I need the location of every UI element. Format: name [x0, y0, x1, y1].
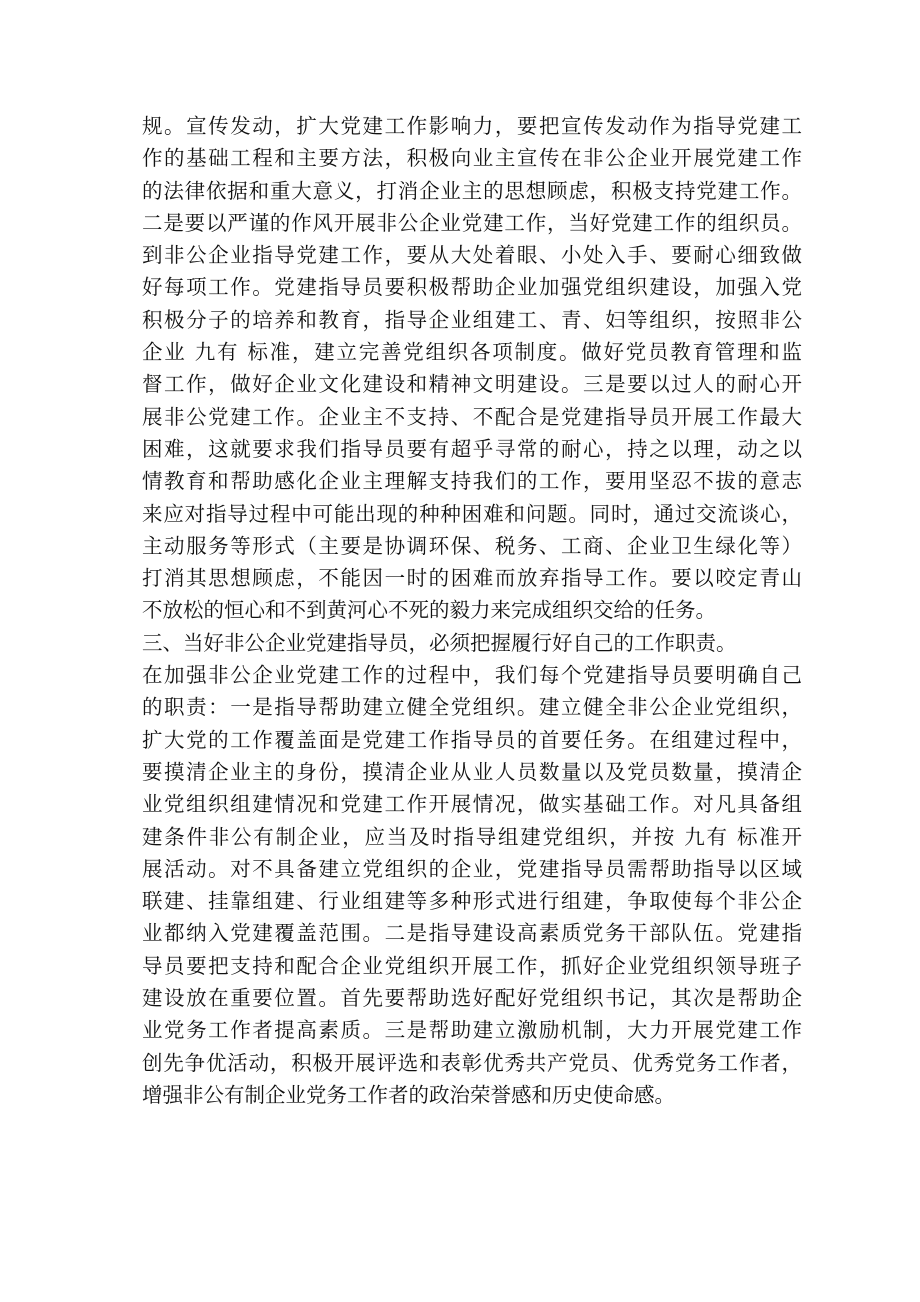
- section-heading: 三、当好非公企业党建指导员，必须把握履行好自己的工作职责。: [142, 630, 737, 655]
- text-line: 扩大党的工作覆盖面是党建工作指导员的首要任务。在组建过程中，: [142, 727, 802, 752]
- text-line: 建条件非公有制企业，应当及时指导组建党组织，并按 九有 标准开: [142, 824, 802, 849]
- text-line: 业党务工作者提高素质。三是帮助建立激励机制，大力开展党建工作: [142, 1018, 802, 1043]
- text-line: 不放松的恒心和不到黄河心不死的毅力来完成组织交给的任务。: [142, 598, 716, 623]
- text-line: 情教育和帮助感化企业主理解支持我们的工作，要用坚忍不拔的意志: [142, 469, 802, 494]
- text-line: 作的基础工程和主要方法，积极向业主宣传在非公企业开展党建工作: [142, 146, 802, 171]
- text-line: 展非公党建工作。企业主不支持、不配合是党建指导员开展工作最大: [142, 404, 802, 429]
- text-line: 好每项工作。党建指导员要积极帮助企业加强党组织建设，加强入党: [142, 275, 802, 300]
- text-line: 联建、挂靠组建、行业组建等多种形式进行组建，争取使每个非公企: [142, 889, 802, 914]
- text-line: 要摸清企业主的身份，摸清企业从业人员数量以及党员数量，摸清企: [142, 759, 802, 784]
- text-line: 到非公企业指导党建工作，要从大处着眼、小处入手、要耐心细致做: [142, 243, 802, 268]
- text-line: 主动服务等形式（主要是协调环保、税务、工商、企业卫生绿化等）: [142, 533, 802, 558]
- text-line: 打消其思想顾虑，不能因一时的困难而放弃指导工作。要以咬定青山: [142, 566, 802, 591]
- body-text: [142, 110, 802, 1111]
- text-line: 企业 九有 标准，建立完善党组织各项制度。做好党员教育管理和监: [142, 340, 802, 365]
- text-line: 业党组织组建情况和党建工作开展情况，做实基础工作。对凡具备组: [142, 792, 802, 817]
- text-line: 规。宣传发动，扩大党建工作影响力，要把宣传发动作为指导党建工: [142, 114, 802, 138]
- text-line: 建设放在重要位置。首先要帮助选好配好党组织书记，其次是帮助企: [142, 986, 802, 1011]
- text-line: 督工作，做好企业文化建设和精神文明建设。三是要以过人的耐心开: [142, 372, 802, 397]
- text-line: 二是要以严谨的作风开展非公企业党建工作，当好党建工作的组织员。: [142, 210, 802, 235]
- text-line: 困难，这就要求我们指导员要有超乎寻常的耐心，持之以理，动之以: [142, 436, 802, 461]
- text-line: 增强非公有制企业党务工作者的政治荣誉感和历史使命感。: [142, 1082, 675, 1107]
- text-line: 在加强非公企业党建工作的过程中，我们每个党建指导员要明确自己: [142, 663, 802, 688]
- text-line: 创先争优活动，积极开展评选和表彰优秀共产党员、优秀党务工作者，: [142, 1050, 802, 1075]
- text-line: 业都纳入党建覆盖范围。二是指导建设高素质党务干部队伍。党建指: [142, 921, 802, 946]
- text-line: 的职责：一是指导帮助建立健全党组织。建立健全非公企业党组织，: [142, 695, 802, 720]
- text-line: 导员要把支持和配合企业党组织开展工作，抓好企业党组织领导班子: [142, 953, 802, 978]
- text-line: 展活动。对不具备建立党组织的企业，党建指导员需帮助指导以区域: [142, 856, 802, 881]
- text-line: 来应对指导过程中可能出现的种种困难和问题。同时，通过交流谈心，: [142, 501, 802, 526]
- text-line: 积极分子的培养和教育，指导企业组建工、青、妇等组织，按照非公: [142, 307, 802, 332]
- text-line: 的法律依据和重大意义，打消企业主的思想顾虑，积极支持党建工作。: [142, 178, 802, 203]
